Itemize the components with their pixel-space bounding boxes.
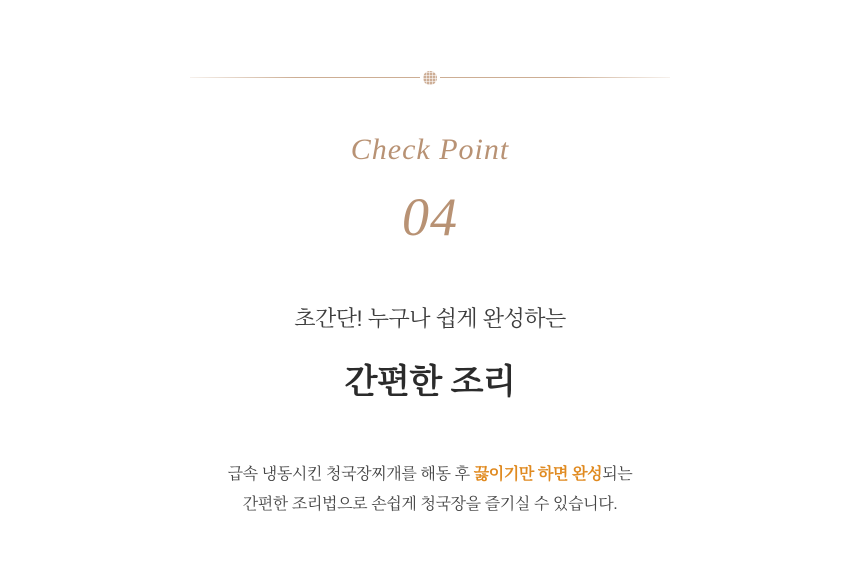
flower-dot-ornament-icon	[420, 68, 440, 88]
description-line2: 간편한 조리법으로 손쉽게 청국장을 즐기실 수 있습니다.	[242, 496, 618, 513]
decorative-divider	[190, 68, 670, 88]
check-point-eyebrow: Check Point	[350, 133, 510, 166]
description-highlight: 끓이기만 하면 완성	[473, 466, 603, 483]
description-line1-after: 되는	[602, 466, 633, 483]
description-line1-before: 급속 냉동시킨 청국장찌개를 해동 후	[227, 466, 474, 483]
check-point-number: 04	[402, 187, 458, 247]
ornament-dot	[423, 71, 437, 85]
section-subtitle: 초간단! 누구나 쉽게 완성하는	[294, 306, 566, 331]
section-title: 간편한 조리	[344, 363, 516, 401]
section-description	[0, 460, 860, 520]
